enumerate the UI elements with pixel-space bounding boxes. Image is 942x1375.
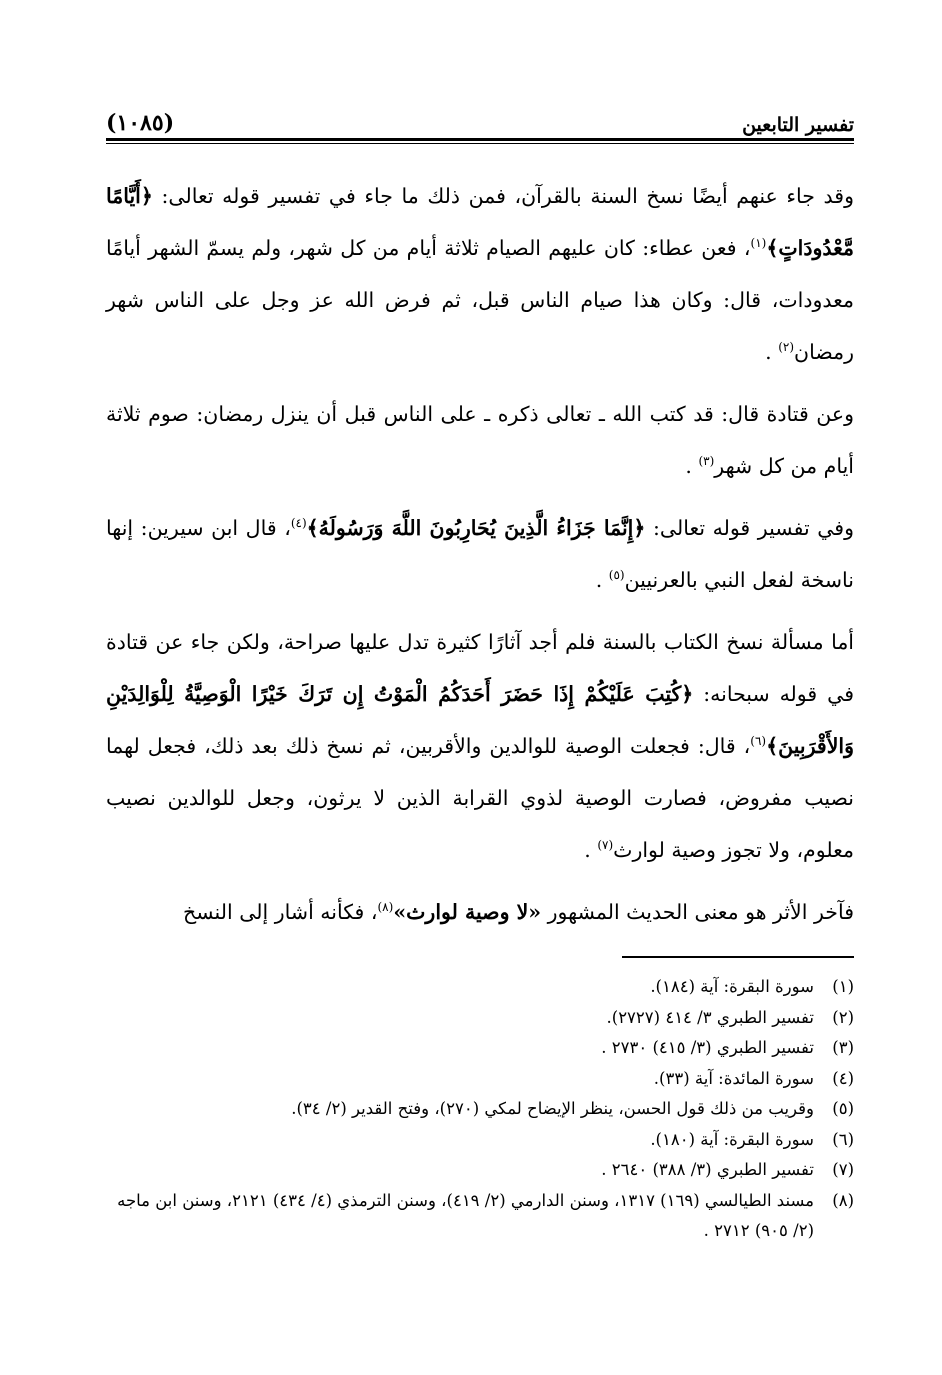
footnote-item bbox=[106, 1094, 854, 1125]
main-text bbox=[106, 170, 854, 938]
footnote-number: (٤) bbox=[832, 1068, 854, 1088]
footnote-item bbox=[106, 1064, 854, 1095]
text-run: وفي تفسير قوله تعالى: bbox=[645, 516, 855, 540]
footnote-marker: (٣) bbox=[698, 454, 715, 469]
text-run: . bbox=[685, 454, 699, 478]
paragraph bbox=[106, 886, 854, 938]
text-run: أما مسألة نسخ الكتاب بالسنة فلم أجد آثارًا كثيرة تدل عليها صراحة، ولكن جاء عن قتادة في قوله سبحانه: bbox=[106, 630, 854, 706]
text-run: ، قال: فجعلت الوصية للوالدين والأقربين، ثم نسخ ذلك بعد ذلك، فجعل لهما نصيب مفروض، فصارت الوصية لذوي القرابة الذين لا يرثون، وجعل للوالدين نصيب معلوم، ولا تجوز وصية لوارث bbox=[106, 734, 854, 862]
text-run: . bbox=[765, 340, 779, 364]
text-run: ، فكأنه أشار إلى النسخ bbox=[183, 900, 378, 924]
text-run: وعن قتادة قال: قد كتب الله ـ تعالى ذكره ـ على الناس قبل أن ينزل رمضان: صوم ثلاثة أيام من كل شهر bbox=[106, 402, 854, 478]
footnote-item bbox=[106, 1033, 854, 1064]
paragraph bbox=[106, 502, 854, 606]
footnote-item bbox=[106, 1003, 854, 1034]
paragraph bbox=[106, 616, 854, 876]
footnote-item bbox=[106, 972, 854, 1003]
page-number: (١٠٨٥) bbox=[106, 110, 175, 136]
footnote-item bbox=[106, 1155, 854, 1186]
text-run: ، فعن عطاء: كان عليهم الصيام ثلاثة أيام من كل شهر، ولم يسمّ الشهر أيامًا معدودات، قال: وكان هذا صيام الناس قبل، ثم فرض الله عز وجل على الناس شهر رمضان bbox=[106, 236, 854, 364]
footnote-number: (٢) bbox=[832, 1007, 854, 1027]
footnote-text: مسند الطيالسي (١٦٩) ١٣١٧، وسنن الدارمي (٢/ ٤١٩)، وسنن الترمذي (٤/ ٤٣٤) ٢١٢١، وسنن ابن ماجه (٢/ ٩٠٥) ٢٧١٢ . bbox=[117, 1190, 814, 1240]
footnote-marker: (١) bbox=[750, 236, 767, 251]
footnote-item bbox=[106, 1125, 854, 1156]
text-run: ، قال ابن سيرين: إنها ناسخة لفعل النبي بالعرنيين bbox=[106, 516, 854, 592]
footnote-separator bbox=[622, 956, 854, 958]
text-run: وقد جاء عنهم أيضًا نسخ السنة بالقرآن، فمن ذلك ما جاء في تفسير قوله تعالى: bbox=[152, 184, 854, 208]
footnote-text: تفسير الطبري (٣/ ٤١٥) ٢٧٣٠ . bbox=[601, 1038, 814, 1057]
header-rule-thin bbox=[106, 143, 854, 144]
quran-verse: ﴿كُتِبَ عَلَيْكُمْ إِذَا حَضَرَ أَحَدَكُمُ الْمَوْتُ إِن تَرَكَ خَيْرًا الْوَصِيَّةُ لِلْوَالِدَيْنِ وَالأَقْرَبِينَ﴾ bbox=[106, 682, 854, 758]
quran-verse: ﴿أَيَّامًا مَّعْدُودَاتٍ﴾ bbox=[106, 184, 854, 260]
footnote-number: (٧) bbox=[832, 1160, 854, 1179]
footnote-item bbox=[106, 1186, 854, 1247]
text-run: فآخر الأثر هو معنى الحديث المشهور bbox=[541, 900, 854, 924]
footnote-text: سورة البقرة: آية (١٨٤). bbox=[650, 977, 814, 996]
footnote-number: (٣) bbox=[832, 1038, 854, 1057]
footnote-marker: (٤) bbox=[290, 516, 307, 531]
footnote-text: تفسير الطبري (٣/ ٣٨٨) ٢٦٤٠ . bbox=[601, 1160, 814, 1179]
footnote-number: (٨) bbox=[832, 1190, 854, 1210]
book-page bbox=[106, 96, 854, 1247]
footnote-marker: (٨) bbox=[377, 900, 394, 915]
footnote-text: تفسير الطبري ٣/ ٤١٤ (٢٧٢٧). bbox=[606, 1007, 814, 1027]
footnote-text: سورة البقرة: آية (١٨٠). bbox=[650, 1129, 814, 1149]
footnote-text: وقريب من ذلك قول الحسن، ينظر الإيضاح لمكي (٢٧٠)، وفتح القدير (٢/ ٣٤). bbox=[291, 1099, 814, 1118]
text-run: . bbox=[595, 568, 609, 592]
paragraph bbox=[106, 170, 854, 378]
paragraph bbox=[106, 388, 854, 492]
header-rule-thick bbox=[106, 138, 854, 141]
running-header bbox=[106, 96, 854, 136]
footnote-marker: (٥) bbox=[608, 568, 625, 583]
footnote-marker: (٧) bbox=[597, 838, 614, 853]
footnote-text: سورة المائدة: آية (٣٣). bbox=[653, 1068, 814, 1088]
text-run: . bbox=[584, 838, 598, 862]
footnote-number: (١) bbox=[832, 977, 854, 996]
quran-verse: ﴿إِنَّمَا جَزَاءُ الَّذِينَ يُحَارِبُونَ اللَّهَ وَرَسُولَهُ﴾ bbox=[306, 516, 646, 540]
footnote-marker: (٦) bbox=[750, 734, 767, 749]
hadith-quote: «لا وصية لوارث» bbox=[393, 900, 542, 924]
running-title: تفسير التابعين bbox=[742, 114, 854, 136]
footnote-marker: (٢) bbox=[778, 340, 795, 355]
footnote-number: (٦) bbox=[832, 1129, 854, 1149]
footnotes bbox=[106, 972, 854, 1247]
footnote-number: (٥) bbox=[832, 1099, 854, 1118]
